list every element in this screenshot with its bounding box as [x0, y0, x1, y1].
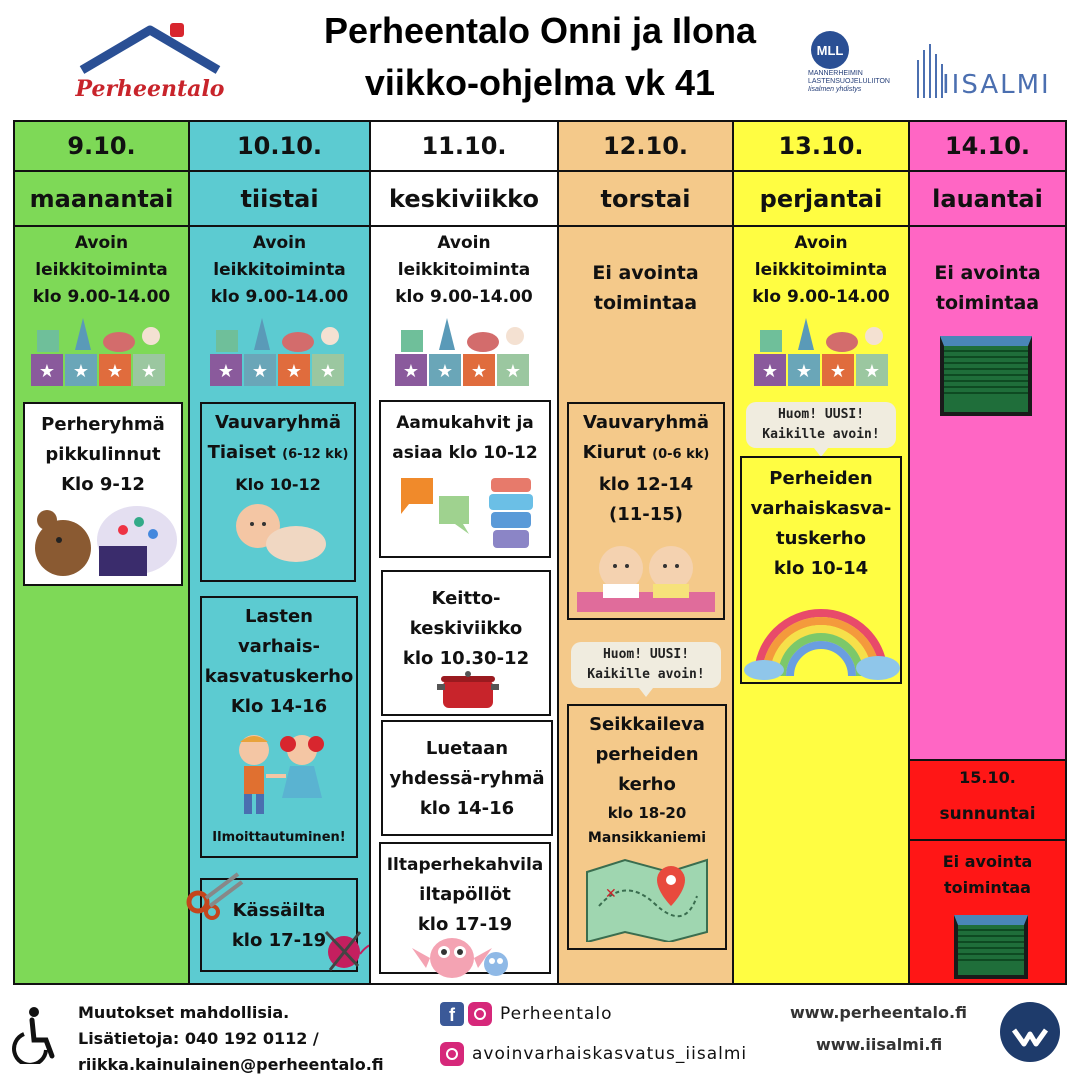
svg-text:★: ★ [217, 361, 235, 381]
weekday-cell: maanantai [15, 172, 188, 227]
activity-box[interactable]: Lasten varhais- kasvatuskerho Klo 14-16 Ilmoittautuminen! [200, 596, 358, 858]
logo-text: Perheentalo [75, 76, 225, 102]
toy-blocks-icon [754, 312, 894, 392]
children-icon [224, 730, 334, 820]
svg-text:★: ★ [106, 361, 124, 381]
svg-text:★: ★ [795, 361, 813, 381]
svg-text:★: ★ [436, 361, 454, 381]
day-column-saturday [908, 120, 1067, 761]
toy-blocks-icon [395, 312, 535, 392]
coffee-cups-icon [395, 472, 545, 552]
svg-text:★: ★ [38, 361, 56, 381]
svg-text:★: ★ [829, 361, 847, 381]
house-roof-icon [70, 18, 230, 78]
website-link-perheentalo[interactable]: www.perheentalo.fi [790, 1003, 967, 1022]
weekday-cell: lauantai [910, 172, 1065, 227]
mll-logo: MLL MANNERHEIMIN LASTENSUOJELULIITON Iisalmen yhdistys [808, 30, 908, 100]
closed-info: Ei avointa toimintaa [592, 262, 699, 314]
svg-text:★: ★ [470, 361, 488, 381]
day-column-sunday [908, 759, 1067, 985]
toy-blocks-icon [31, 312, 171, 392]
social-handle-instagram[interactable]: avoinvarhaiskasvatus_iisalmi [472, 1044, 748, 1064]
open-play-info: Avoin leikkitoiminta klo 9.00-14.00 [752, 233, 890, 307]
date-cell: 10.10. [190, 122, 369, 172]
activity-box[interactable]: Vauvaryhmä Kiurut (0-6 kk) klo 12-14 (11-15) [567, 402, 725, 620]
day-column-wednesday [369, 120, 559, 985]
svg-text:★: ★ [72, 361, 90, 381]
activity-box[interactable]: Keitto- keskiviikko klo 10.30-12 [381, 570, 551, 716]
svg-text:★: ★ [319, 361, 337, 381]
social-handle-facebook[interactable]: Perheentalo [500, 1004, 613, 1024]
closed-info: Ei avointa toimintaa [934, 262, 1041, 314]
contact-info: Muutokset mahdollisia. Lisätietoja: 040 192 0112 / riikka.kainulainen@perheentalo.fi [78, 1000, 384, 1078]
owl-icon [408, 928, 518, 980]
closed-info: Ei avointa toimintaa [942, 852, 1033, 897]
registration-note: Ilmoittautuminen! [212, 830, 346, 845]
svg-text:★: ★ [504, 361, 522, 381]
weekday-cell: perjantai [734, 172, 908, 227]
crawling-baby-icon [222, 494, 332, 574]
activity-box[interactable]: Perheryhmä pikkulinnut Klo 9-12 [23, 402, 183, 586]
toy-blocks-icon [210, 312, 350, 392]
iisalmi-emblem-icon [912, 40, 946, 100]
facebook-icon[interactable]: f [440, 1002, 464, 1026]
weekday-cell: tiistai [190, 172, 369, 227]
babies-icon [573, 540, 719, 616]
day-column-thursday [557, 120, 734, 985]
activity-box[interactable]: Vauvaryhmä Tiaiset (6-12 kk) Klo 10-12 [200, 402, 356, 582]
day-column-monday [13, 120, 190, 985]
wheelchair-icon [10, 1006, 60, 1064]
day-column-friday [732, 120, 910, 985]
map-icon [585, 856, 711, 942]
svg-text:★: ★ [140, 361, 158, 381]
activity-box[interactable]: Iltaperhekahvila iltapöllöt klo 17-19 [379, 842, 551, 974]
open-play-info: Avoin leikkitoiminta klo 9.00-14.00 [210, 233, 349, 307]
date-cell: 14.10. [910, 122, 1065, 172]
date-cell: 11.10. [371, 122, 557, 172]
open-play-info: Avoin leikkitoiminta klo 9.00-14.00 [395, 233, 533, 307]
instagram-icon[interactable] [440, 1042, 464, 1066]
svg-text:★: ★ [863, 361, 881, 381]
weekday-cell: sunnuntai [939, 804, 1036, 824]
date-cell: 12.10. [559, 122, 732, 172]
garage-door-icon [940, 336, 1032, 416]
rainbow-icon [742, 590, 900, 682]
activity-box[interactable]: Seikkaileva perheiden kerho klo 18-20 Mansikkaniemi ✕ [567, 704, 727, 950]
garage-door-icon [954, 915, 1028, 979]
activity-box[interactable]: Perheiden varhaiskasva- tuskerho klo 10-14 [740, 456, 902, 684]
svg-text:MLL: MLL [816, 43, 844, 58]
iisalmi-logo: IISALMI [912, 40, 1062, 100]
svg-text:★: ★ [402, 361, 420, 381]
open-play-info: Avoin leikkitoiminta klo 9.00-14.00 [32, 233, 171, 307]
day-column-tuesday [188, 120, 371, 985]
svg-text:★: ★ [251, 361, 269, 381]
date-cell: 13.10. [734, 122, 908, 172]
weekday-cell: torstai [559, 172, 732, 227]
scissors-icon [186, 870, 246, 920]
email-link[interactable]: riikka.kainulainen@perheentalo.fi [78, 1055, 384, 1074]
activity-box[interactable]: Kässäilta klo 17-19 [200, 878, 358, 972]
activity-box[interactable]: Luetaan yhdessä-ryhmä klo 14-16 [381, 720, 553, 836]
instagram-icon[interactable] [468, 1002, 492, 1026]
page-subtitle: viikko-ohjelma vk 41 [364, 62, 716, 103]
svg-text:★: ★ [285, 361, 303, 381]
website-link-iisalmi[interactable]: www.iisalmi.fi [816, 1035, 943, 1054]
new-notice-bubble: Huom! UUSI! Kaikille avoin! [746, 402, 896, 448]
soup-pot-icon [437, 670, 499, 712]
svg-text:✕: ✕ [605, 886, 617, 902]
sunday-header [910, 761, 1065, 841]
teddy-bear-and-paints-icon [29, 500, 179, 584]
new-notice-bubble: Huom! UUSI! Kaikille avoin! [571, 642, 721, 688]
date-cell: 9.10. [15, 122, 188, 172]
activity-box[interactable]: Aamukahvit ja asiaa klo 10-12 [379, 400, 551, 558]
page-title: Perheentalo Onni ja Ilona [323, 10, 757, 51]
perheentalo-logo [70, 18, 230, 108]
weekday-cell: keskiviikko [371, 172, 557, 227]
finnish-heritage-agency-icon [998, 1000, 1062, 1064]
svg-text:★: ★ [761, 361, 779, 381]
date-cell: 15.10. [959, 768, 1016, 787]
